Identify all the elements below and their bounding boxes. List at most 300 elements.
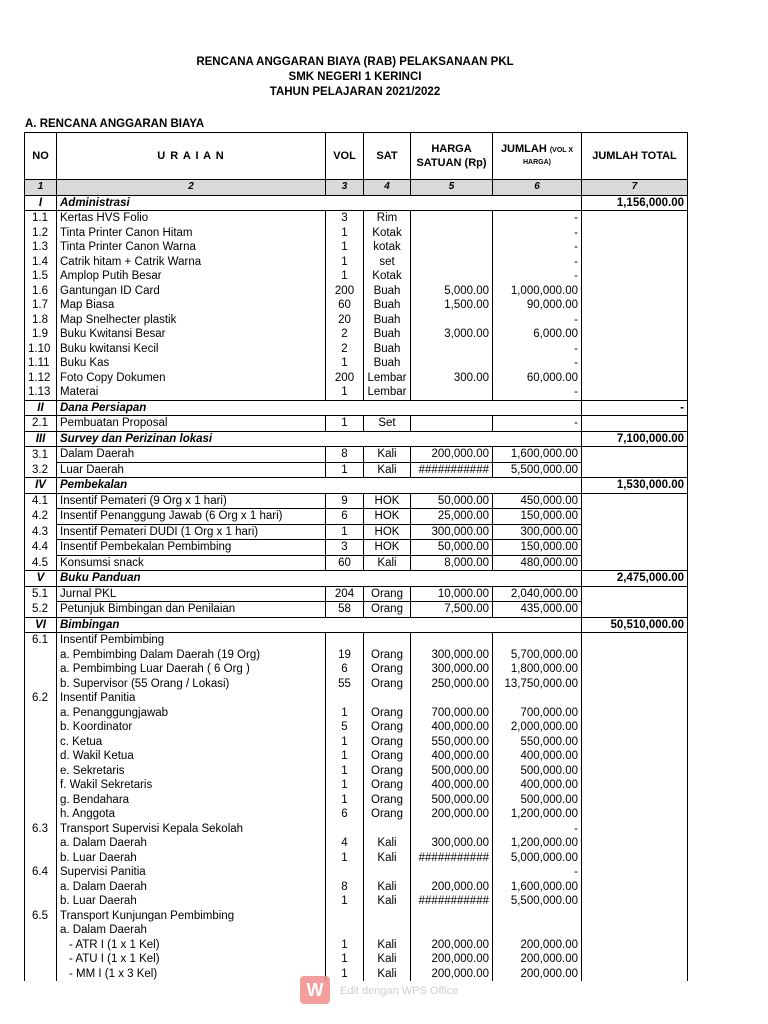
item-row [25, 720, 688, 735]
item-jumlah: 150,000.00 [493, 509, 582, 525]
item-vol: 1 [326, 851, 364, 866]
item-number [25, 923, 57, 938]
item-harga [411, 240, 493, 255]
item-vol: 3 [326, 211, 364, 226]
item-jumlah: - [493, 240, 582, 255]
item-name: - ATR I (1 x 1 Kel) [57, 938, 326, 953]
item-jumlah: - [493, 865, 582, 880]
item-number: 1.7 [25, 298, 57, 313]
item-harga: 200,000.00 [411, 880, 493, 895]
item-name: Supervisi Panitia [57, 865, 326, 880]
item-harga: 8,000.00 [411, 555, 493, 571]
item-row [25, 648, 688, 663]
item-name: a. Pembimbing Dalam Daerah (19 Org) [57, 648, 326, 663]
item-row [25, 749, 688, 764]
item-sat: HOK [364, 540, 411, 556]
item-name: Kertas HVS Folio [57, 211, 326, 226]
item-jumlah: 5,700,000.00 [493, 648, 582, 663]
item-harga [411, 226, 493, 241]
empty-cell [411, 478, 493, 494]
item-total [582, 967, 688, 982]
col-number: 1 [25, 180, 57, 196]
empty-cell [411, 617, 493, 633]
group-number: VI [25, 617, 57, 633]
empty-cell [326, 571, 364, 587]
item-vol: 1 [326, 462, 364, 478]
col-number: 3 [326, 180, 364, 196]
item-harga: 3,000.00 [411, 327, 493, 342]
item-number: 1.11 [25, 356, 57, 371]
item-harga [411, 211, 493, 226]
item-name: Luar Daerah [57, 462, 326, 478]
item-row [25, 416, 688, 432]
item-vol: 6 [326, 807, 364, 822]
header-sat: SAT [364, 133, 411, 180]
item-jumlah: 400,000.00 [493, 778, 582, 793]
item-sat [364, 691, 411, 706]
item-total [582, 342, 688, 357]
empty-cell [364, 617, 411, 633]
item-name: Insentif Penanggung Jawab (6 Org x 1 hari) [57, 509, 326, 525]
item-name: Catrik hitam + Catrik Warna [57, 255, 326, 270]
item-total [582, 938, 688, 953]
item-jumlah: 480,000.00 [493, 555, 582, 571]
item-total [582, 211, 688, 226]
item-harga [411, 313, 493, 328]
item-number: 6.4 [25, 865, 57, 880]
item-jumlah [493, 633, 582, 648]
item-name: Pembuatan Proposal [57, 416, 326, 432]
item-total [582, 952, 688, 967]
item-vol: 6 [326, 509, 364, 525]
item-harga [411, 416, 493, 432]
item-harga [411, 822, 493, 837]
item-row [25, 880, 688, 895]
item-total [582, 284, 688, 299]
section-title: A. RENCANA ANGGARAN BIAYA [25, 118, 205, 130]
title-line-2: SMK NEGERI 1 KERINCI [288, 71, 422, 83]
item-sat: Orang [364, 648, 411, 663]
item-name: e. Sekretaris [57, 764, 326, 779]
item-vol: 1 [326, 793, 364, 808]
item-sat: Buah [364, 298, 411, 313]
item-jumlah: 1,600,000.00 [493, 880, 582, 895]
item-number: 1.3 [25, 240, 57, 255]
empty-cell [364, 400, 411, 416]
group-row [25, 400, 688, 416]
item-vol: 55 [326, 677, 364, 692]
item-total [582, 749, 688, 764]
item-row [25, 509, 688, 525]
item-name: Transport Kunjungan Pembimbing [57, 909, 326, 924]
item-vol: 204 [326, 586, 364, 602]
group-total: 1,156,000.00 [582, 195, 688, 211]
empty-cell [364, 478, 411, 494]
item-sat: set [364, 255, 411, 270]
header-jumlah-label: JUMLAH [500, 143, 547, 155]
item-sat: Orang [364, 677, 411, 692]
item-name: g. Bendahara [57, 793, 326, 808]
item-name: b. Koordinator [57, 720, 326, 735]
item-vol: 20 [326, 313, 364, 328]
item-sat: Kali [364, 952, 411, 967]
item-row [25, 909, 688, 924]
item-name: a. Dalam Daerah [57, 836, 326, 851]
item-sat: Lembar [364, 385, 411, 400]
col-number: 5 [411, 180, 493, 196]
item-name: Tinta Printer Canon Hitam [57, 226, 326, 241]
item-vol: 1 [326, 226, 364, 241]
header-vol: VOL [326, 133, 364, 180]
group-total: 2,475,000.00 [582, 571, 688, 587]
item-number: 6.1 [25, 633, 57, 648]
item-jumlah: 500,000.00 [493, 764, 582, 779]
item-row [25, 255, 688, 270]
item-name: d. Wakil Ketua [57, 749, 326, 764]
item-total [582, 509, 688, 525]
header-jumlah-note: (VOL X HARGA) [523, 147, 574, 166]
item-number [25, 967, 57, 982]
item-sat: kotak [364, 240, 411, 255]
item-name: Map Snelhecter plastik [57, 313, 326, 328]
item-name: Konsumsi snack [57, 555, 326, 571]
item-harga: 200,000.00 [411, 447, 493, 463]
item-jumlah: - [493, 255, 582, 270]
item-jumlah: - [493, 313, 582, 328]
item-row [25, 807, 688, 822]
item-row [25, 793, 688, 808]
item-harga: 7,500.00 [411, 602, 493, 618]
empty-cell [364, 431, 411, 447]
item-row [25, 447, 688, 463]
item-harga [411, 269, 493, 284]
empty-cell [326, 400, 364, 416]
item-number: 1.2 [25, 226, 57, 241]
group-total: 7,100,000.00 [582, 431, 688, 447]
item-total [582, 524, 688, 540]
item-row [25, 385, 688, 400]
item-row [25, 555, 688, 571]
item-row [25, 764, 688, 779]
item-sat: Orang [364, 586, 411, 602]
item-name: Buku Kwitansi Besar [57, 327, 326, 342]
item-total [582, 764, 688, 779]
group-number: III [25, 431, 57, 447]
item-vol: 6 [326, 662, 364, 677]
item-vol [326, 865, 364, 880]
item-row [25, 952, 688, 967]
item-row [25, 462, 688, 478]
group-number: IV [25, 478, 57, 494]
item-total [582, 720, 688, 735]
item-number: 1.9 [25, 327, 57, 342]
item-vol: 60 [326, 555, 364, 571]
item-number: 4.3 [25, 524, 57, 540]
item-total [582, 447, 688, 463]
item-number: 3.2 [25, 462, 57, 478]
item-harga [411, 255, 493, 270]
item-jumlah: 1,200,000.00 [493, 807, 582, 822]
group-number: V [25, 571, 57, 587]
item-number: 1.1 [25, 211, 57, 226]
item-vol: 8 [326, 880, 364, 895]
item-vol: 9 [326, 493, 364, 509]
item-number [25, 952, 57, 967]
item-sat: Orang [364, 735, 411, 750]
item-vol: 1 [326, 416, 364, 432]
item-total [582, 677, 688, 692]
empty-cell [493, 400, 582, 416]
item-number [25, 793, 57, 808]
item-total [582, 327, 688, 342]
item-total [582, 586, 688, 602]
item-vol: 58 [326, 602, 364, 618]
item-vol: 1 [326, 938, 364, 953]
col-number: 2 [57, 180, 326, 196]
item-total [582, 807, 688, 822]
item-total [582, 778, 688, 793]
item-jumlah [493, 923, 582, 938]
item-vol: 200 [326, 284, 364, 299]
item-harga [411, 909, 493, 924]
item-number: 6.2 [25, 691, 57, 706]
item-vol: 1 [326, 749, 364, 764]
item-total [582, 226, 688, 241]
item-number: 4.4 [25, 540, 57, 556]
item-row [25, 524, 688, 540]
item-number: 6.5 [25, 909, 57, 924]
item-jumlah: 1,600,000.00 [493, 447, 582, 463]
item-name: Insentif Pembimbing [57, 633, 326, 648]
item-vol: 60 [326, 298, 364, 313]
empty-cell [326, 478, 364, 494]
item-name: Petunjuk Bimbingan dan Penilaian [57, 602, 326, 618]
item-harga: ########### [411, 851, 493, 866]
item-number [25, 807, 57, 822]
group-total: 1,530,000.00 [582, 478, 688, 494]
item-number [25, 880, 57, 895]
title-line-1: RENCANA ANGGARAN BIAYA (RAB) PELAKSANAAN PKL [196, 56, 514, 68]
item-name: Map Biasa [57, 298, 326, 313]
header-total: JUMLAH TOTAL [582, 133, 688, 180]
item-number: 1.12 [25, 371, 57, 386]
item-vol: 1 [326, 778, 364, 793]
item-jumlah: - [493, 822, 582, 837]
item-sat: HOK [364, 524, 411, 540]
item-jumlah: 13,750,000.00 [493, 677, 582, 692]
col-number: 7 [582, 180, 688, 196]
header-harga [411, 133, 493, 180]
item-row [25, 851, 688, 866]
item-name: b. Luar Daerah [57, 894, 326, 909]
item-vol: 1 [326, 952, 364, 967]
item-name: Insentif Pemateri (9 Org x 1 hari) [57, 493, 326, 509]
item-sat: Orang [364, 778, 411, 793]
item-number [25, 662, 57, 677]
item-sat [364, 909, 411, 924]
item-sat: HOK [364, 493, 411, 509]
item-sat: Kali [364, 836, 411, 851]
empty-cell [493, 478, 582, 494]
item-harga: 550,000.00 [411, 735, 493, 750]
item-total [582, 691, 688, 706]
group-name: Bimbingan [57, 617, 326, 633]
item-harga: 300,000.00 [411, 648, 493, 663]
item-row [25, 298, 688, 313]
item-vol: 3 [326, 540, 364, 556]
item-sat: HOK [364, 509, 411, 525]
item-total [582, 602, 688, 618]
item-name: Materai [57, 385, 326, 400]
item-sat [364, 923, 411, 938]
item-total [582, 255, 688, 270]
item-row [25, 371, 688, 386]
group-number: II [25, 400, 57, 416]
item-number [25, 778, 57, 793]
item-sat [364, 633, 411, 648]
empty-cell [326, 431, 364, 447]
group-row [25, 571, 688, 587]
item-total [582, 648, 688, 663]
item-number: 4.1 [25, 493, 57, 509]
item-number: 2.1 [25, 416, 57, 432]
item-harga: 400,000.00 [411, 778, 493, 793]
item-name: Foto Copy Dokumen [57, 371, 326, 386]
item-jumlah: - [493, 211, 582, 226]
item-harga: 700,000.00 [411, 706, 493, 721]
item-total [582, 385, 688, 400]
item-sat: Orang [364, 749, 411, 764]
col-number: 6 [493, 180, 582, 196]
item-number: 1.5 [25, 269, 57, 284]
item-sat: Kali [364, 462, 411, 478]
item-harga: 500,000.00 [411, 793, 493, 808]
item-vol: 4 [326, 836, 364, 851]
item-total [582, 662, 688, 677]
header-jumlah [493, 133, 582, 180]
empty-cell [493, 571, 582, 587]
item-vol: 19 [326, 648, 364, 663]
item-jumlah: 5,500,000.00 [493, 894, 582, 909]
item-total [582, 706, 688, 721]
item-vol [326, 909, 364, 924]
item-row [25, 967, 688, 982]
item-name: Insentif Panitia [57, 691, 326, 706]
item-jumlah: - [493, 356, 582, 371]
item-row [25, 662, 688, 677]
item-row [25, 586, 688, 602]
item-vol: 1 [326, 735, 364, 750]
group-row [25, 617, 688, 633]
item-jumlah [493, 691, 582, 706]
item-total [582, 313, 688, 328]
item-sat: Orang [364, 793, 411, 808]
item-name: b. Supervisor (55 Orang / Lokasi) [57, 677, 326, 692]
item-row [25, 356, 688, 371]
group-name: Pembekalan [57, 478, 326, 494]
item-total [582, 836, 688, 851]
empty-cell [326, 617, 364, 633]
group-row [25, 195, 688, 211]
item-harga: 300,000.00 [411, 836, 493, 851]
item-total [582, 540, 688, 556]
item-row [25, 735, 688, 750]
item-vol: 1 [326, 894, 364, 909]
group-total: - [582, 400, 688, 416]
item-row [25, 836, 688, 851]
item-total [582, 894, 688, 909]
item-number [25, 720, 57, 735]
item-total [582, 240, 688, 255]
item-number [25, 851, 57, 866]
item-jumlah: 2,040,000.00 [493, 586, 582, 602]
item-number [25, 648, 57, 663]
empty-cell [411, 195, 493, 211]
item-total [582, 822, 688, 837]
item-row [25, 894, 688, 909]
item-number [25, 749, 57, 764]
empty-cell [411, 400, 493, 416]
item-sat: Kali [364, 447, 411, 463]
item-jumlah: - [493, 226, 582, 241]
item-jumlah: 400,000.00 [493, 749, 582, 764]
item-sat: Kali [364, 967, 411, 982]
item-harga: 200,000.00 [411, 807, 493, 822]
item-vol: 2 [326, 342, 364, 357]
item-harga: 400,000.00 [411, 749, 493, 764]
item-jumlah: 1,800,000.00 [493, 662, 582, 677]
item-sat: Kotak [364, 226, 411, 241]
title-line-3: TAHUN PELAJARAN 2021/2022 [269, 86, 441, 98]
item-row [25, 342, 688, 357]
item-sat: Orang [364, 807, 411, 822]
item-number [25, 706, 57, 721]
item-row [25, 602, 688, 618]
empty-cell [411, 431, 493, 447]
item-vol [326, 633, 364, 648]
item-name: a. Penanggungjawab [57, 706, 326, 721]
item-sat: Buah [364, 327, 411, 342]
watermark-text: Edit dengan WPS Office [340, 985, 459, 997]
item-name: Transport Supervisi Kepala Sekolah [57, 822, 326, 837]
item-total [582, 269, 688, 284]
item-vol [326, 923, 364, 938]
group-name: Buku Panduan [57, 571, 326, 587]
item-harga [411, 691, 493, 706]
item-row [25, 269, 688, 284]
item-harga: ########### [411, 462, 493, 478]
item-harga: 300.00 [411, 371, 493, 386]
header-harga-line1: HARGA [431, 143, 472, 155]
item-sat: Orang [364, 662, 411, 677]
item-jumlah: 2,000,000.00 [493, 720, 582, 735]
item-total [582, 356, 688, 371]
item-vol: 1 [326, 764, 364, 779]
item-row [25, 706, 688, 721]
item-row [25, 284, 688, 299]
item-name: Buku kwitansi Kecil [57, 342, 326, 357]
item-harga [411, 385, 493, 400]
item-jumlah: 6,000.00 [493, 327, 582, 342]
item-row [25, 923, 688, 938]
item-number [25, 764, 57, 779]
group-total: 50,510,000.00 [582, 617, 688, 633]
empty-cell [411, 571, 493, 587]
table-header-row [25, 133, 688, 180]
item-name: a. Dalam Daerah [57, 880, 326, 895]
item-row [25, 493, 688, 509]
header-no: NO [25, 133, 57, 180]
